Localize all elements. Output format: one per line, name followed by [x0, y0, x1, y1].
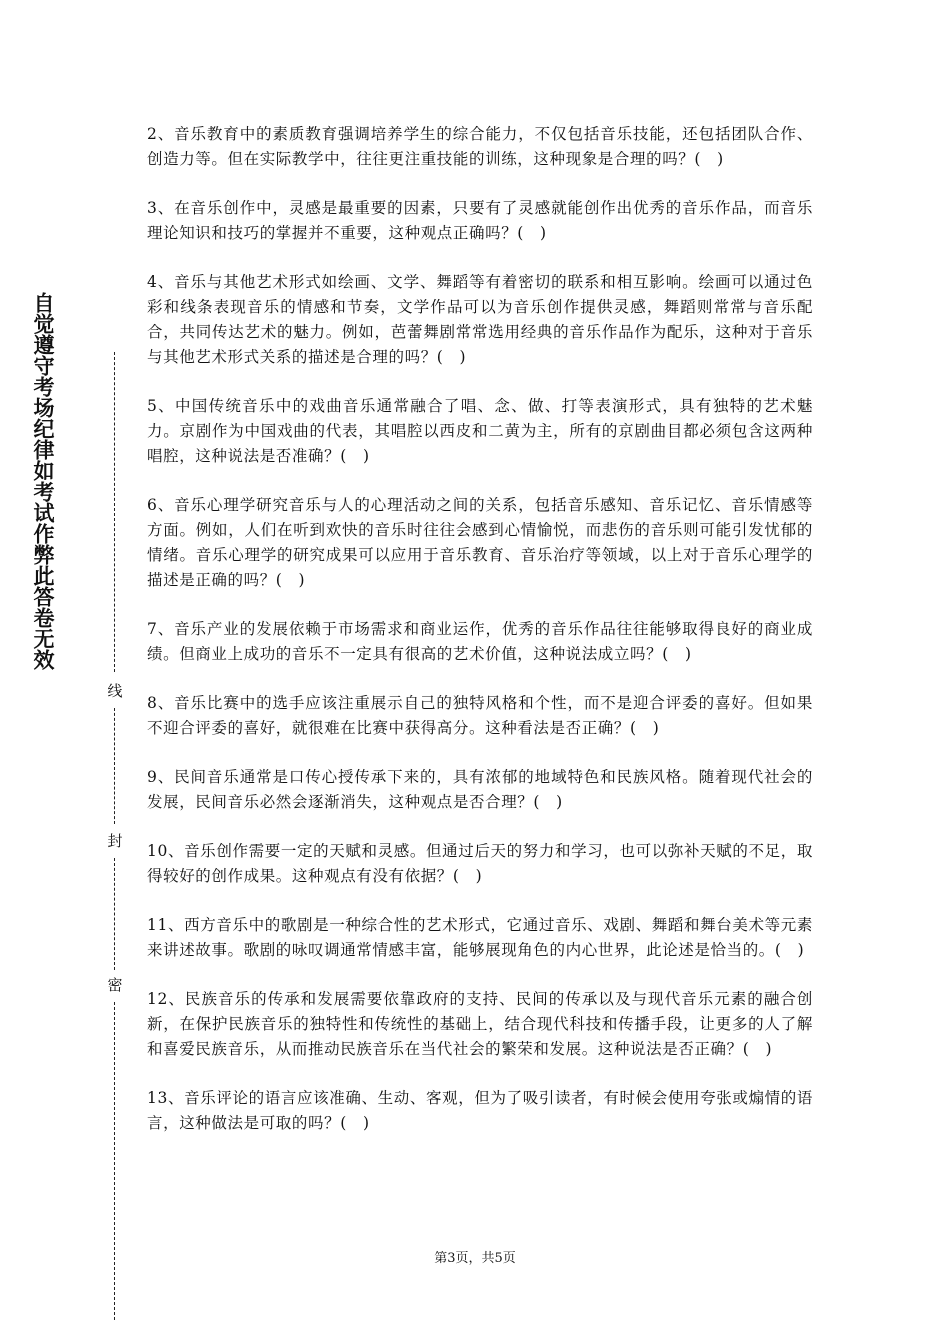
binding-dash-segment	[114, 1002, 115, 1320]
binding-mark-feng: 封	[104, 830, 126, 852]
binding-dash-segment	[114, 352, 115, 672]
question-4: 4、音乐与其他艺术形式如绘画、文学、舞蹈等有着密切的联系和相互影响。绘画可以通过色彩和线条表现音乐的情感和节奏，文学作品可以为音乐创作提供灵感，舞蹈则常常与音乐配合，共同传达艺术的魅力。例如，芭蕾舞剧常常选用经典的音乐作品作为配乐，这种对于音乐与其他艺术形式关系的描述是合理的吗？( )	[147, 273, 813, 366]
question-2: 2、音乐教育中的素质教育强调培养学生的综合能力，不仅包括音乐技能，还包括团队合作、创造力等。但在实际教学中，往往更注重技能的训练，这种现象是合理的吗？( )	[147, 125, 813, 168]
question-3: 3、在音乐创作中，灵感是最重要的因素，只要有了灵感就能创作出优秀的音乐作品，而音乐理论知识和技巧的掌握并不重要，这种观点正确吗？( )	[147, 199, 813, 242]
question-6: 6、音乐心理学研究音乐与人的心理活动之间的关系，包括音乐感知、音乐记忆、音乐情感等方面。例如，人们在听到欢快的音乐时往往会感到心情愉悦，而悲伤的音乐则可能引发忧郁的情绪。音乐心理学的研究成果可以应用于音乐教育、音乐治疗等领域，以上对于音乐心理学的描述是正确的吗？( )	[147, 496, 813, 589]
question-5: 5、中国传统音乐中的戏曲音乐通常融合了唱、念、做、打等表演形式，具有独特的艺术魅力。京剧作为中国戏曲的代表，其唱腔以西皮和二黄为主，所有的京剧曲目都必须包含这两种唱腔，这种说法是否准确？( )	[147, 397, 813, 465]
question-12: 12、民族音乐的传承和发展需要依靠政府的支持、民间的传承以及与现代音乐元素的融合创新，在保护民族音乐的独特性和传统性的基础上，结合现代科技和传播手段，让更多的人了解和喜爱民族音乐，从而推动民族音乐在当代社会的繁荣和发展。这种说法是否正确？( )	[147, 990, 813, 1058]
page-number-footer: 第3页，共5页	[434, 1251, 516, 1266]
question-8: 8、音乐比赛中的选手应该注重展示自己的独特风格和个性，而不是迎合评委的喜好。但如果不迎合评委的喜好，就很难在比赛中获得高分。这种看法是否正确？( )	[147, 694, 813, 737]
binding-dash-segment	[114, 858, 115, 970]
question-list	[147, 122, 813, 1160]
question-10: 10、音乐创作需要一定的天赋和灵感。但通过后天的努力和学习，也可以弥补天赋的不足，取得较好的创作成果。这种观点有没有依据？( )	[147, 842, 813, 885]
exam-discipline-warning: 自觉遵守考场纪律如考试作弊此答卷无效	[31, 292, 55, 670]
binding-mark-xian: 线	[104, 680, 126, 702]
question-9: 9、民间音乐通常是口传心授传承下来的，具有浓郁的地域特色和民族风格。随着现代社会的发展，民间音乐必然会逐渐消失，这种观点是否合理？( )	[147, 768, 813, 811]
binding-dash-segment	[114, 708, 115, 824]
question-13: 13、音乐评论的语言应该准确、生动、客观，但为了吸引读者，有时候会使用夸张或煽情的语言，这种做法是可取的吗？( )	[147, 1089, 813, 1132]
binding-mark-mi: 密	[104, 974, 126, 996]
question-11: 11、西方音乐中的歌剧是一种综合性的艺术形式，它通过音乐、戏剧、舞蹈和舞台美术等元素来讲述故事。歌剧的咏叹调通常情感丰富，能够展现角色的内心世界，此论述是恰当的。( )	[147, 916, 813, 959]
binding-line	[107, 352, 123, 1320]
question-7: 7、音乐产业的发展依赖于市场需求和商业运作，优秀的音乐作品往往能够取得良好的商业成绩。但商业上成功的音乐不一定具有很高的艺术价值，这种说法成立吗？( )	[147, 620, 813, 663]
